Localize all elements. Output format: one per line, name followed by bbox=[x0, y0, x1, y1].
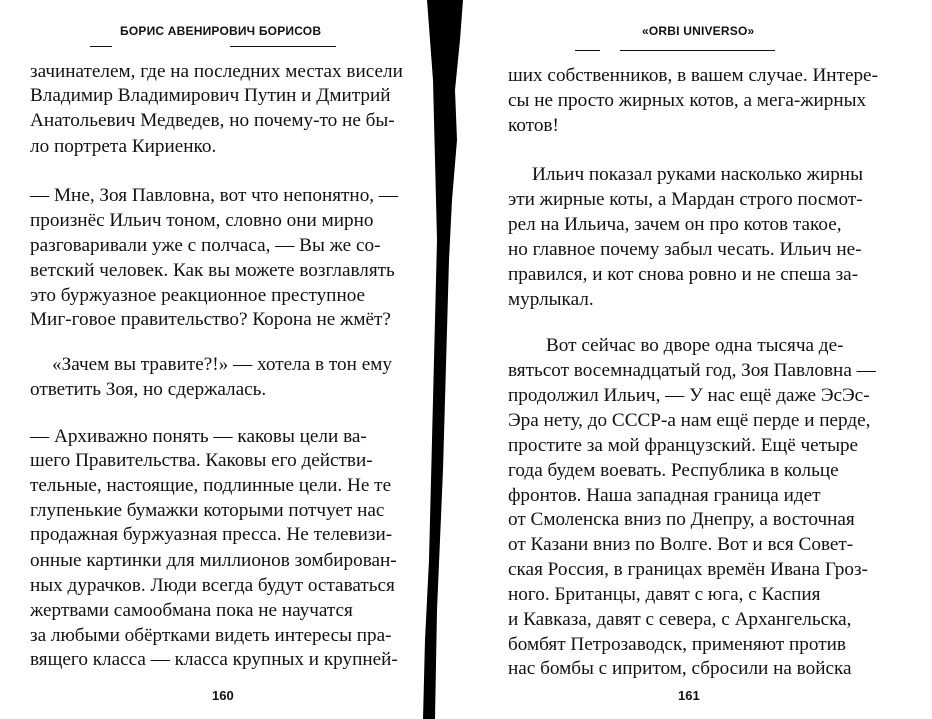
right-page bbox=[470, 0, 932, 719]
text-line: глупенькие бумажки которыми потчует нас bbox=[30, 500, 385, 521]
left-head-rule-main bbox=[230, 46, 336, 47]
text-line: онные картинки для миллионов зомбирован- bbox=[30, 550, 397, 571]
text-line: разговаривали уже с полчаса, — Вы же со- bbox=[30, 235, 381, 256]
left-page bbox=[0, 0, 430, 719]
text-line: продолжил Ильич, — У нас ещё даже ЭсЭс- bbox=[508, 385, 870, 406]
text-line: продажная буржуазная пресса. Не телевизи- bbox=[30, 524, 393, 545]
text-line: правился, и кот снова ровно и не спеша за- bbox=[508, 264, 859, 285]
right-head-rule-main bbox=[620, 50, 775, 51]
text-line: это буржуазное реакционное преступное bbox=[30, 285, 366, 306]
text-line: года будем воевать. Республика в кольце bbox=[508, 460, 839, 481]
text-line: зачинателем, где на последних местах висели bbox=[30, 61, 403, 82]
text-line: Миг-говое правительство? Корона не жмёт? bbox=[30, 309, 391, 330]
right-running-head: «ORBI UNIVERSO» bbox=[642, 24, 755, 38]
text-line: Вот сейчас во дворе одна тысяча де- bbox=[546, 335, 844, 356]
text-line: «Зачем вы травите?!» — хотела в тон ему bbox=[52, 354, 392, 375]
text-line: Ильич показал руками насколько жирны bbox=[532, 164, 863, 185]
text-line: жертвами самообмана пока не научатся bbox=[30, 600, 353, 621]
text-line: тельные, настоящие, подлинные цели. Не те bbox=[30, 475, 392, 496]
text-line: Владимир Владимирович Путин и Дмитрий bbox=[30, 85, 391, 106]
text-line: от Смоленска вниз по Днепру, а восточная bbox=[508, 509, 855, 530]
text-line: ветский человек. Как вы можете возглавлять bbox=[30, 260, 395, 281]
text-line: фронтов. Наша западная граница идет bbox=[508, 485, 821, 506]
text-line: ных дурачков. Люди всегда будут оставаться bbox=[30, 575, 395, 596]
text-line: ших собственников, в вашем случае. Интере- bbox=[508, 65, 878, 86]
text-line: Эра нету, до СССР-а нам ещё перде и перде, bbox=[508, 410, 871, 431]
text-line: котов! bbox=[508, 115, 559, 136]
book-gutter bbox=[405, 0, 480, 719]
text-line: Анатольевич Медведев, но почему-то не бы- bbox=[30, 110, 395, 131]
text-line: ответить Зоя, но сдержалась. bbox=[30, 379, 267, 400]
text-line: эти жирные коты, а Мардан строго посмот- bbox=[508, 189, 863, 210]
right-page-number: 161 bbox=[678, 688, 700, 703]
text-line: нас бомбы с ипритом, сбросили на войска bbox=[508, 658, 852, 679]
text-line: от Казани вниз по Волге. Вот и вся Совет- bbox=[508, 534, 854, 555]
text-line: произнёс Ильич тоном, словно они мирно bbox=[30, 210, 374, 231]
text-line: — Мне, Зоя Павловна, вот что непонятно, — bbox=[30, 185, 399, 206]
text-line: ская Россия, в границах времён Ивана Гроз- bbox=[508, 559, 868, 580]
left-page-number: 160 bbox=[212, 688, 234, 703]
text-line: ло портрета Кириенко. bbox=[30, 136, 217, 157]
text-line: — Архиважно понять — каковы цели ва- bbox=[30, 426, 367, 447]
text-line: вящего класса — класса крупных и крупней- bbox=[30, 649, 398, 670]
text-line: вятьсот восемнадцатый год, Зоя Павловна — bbox=[508, 360, 876, 381]
text-line: шего Правительства. Каковы его действи- bbox=[30, 450, 373, 471]
right-head-rule-left bbox=[575, 50, 600, 51]
text-line: и Кавказа, давят с севера, с Архангельска, bbox=[508, 609, 852, 630]
gutter-shadow bbox=[405, 0, 480, 719]
text-line: сы не просто жирных котов, а мега-жирных bbox=[508, 90, 867, 111]
text-line: но главное почему забыл чесать. Ильич не- bbox=[508, 239, 862, 260]
left-head-rule-left bbox=[90, 46, 112, 47]
text-line: простите за мой французский. Ещё четыре bbox=[508, 435, 859, 456]
text-line: за любыми обёртками видеть интересы пра- bbox=[30, 625, 392, 646]
text-line: ного. Британцы, давят с юга, с Каспия bbox=[508, 584, 821, 605]
text-line: мурлыкал. bbox=[508, 289, 594, 310]
left-running-head: БОРИС АВЕНИРОВИЧ БОРИСОВ bbox=[120, 24, 322, 38]
text-line: бомбят Петрозаводск, применяют против bbox=[508, 634, 846, 655]
text-line: рел на Ильича, зачем он про котов такое, bbox=[508, 214, 842, 235]
